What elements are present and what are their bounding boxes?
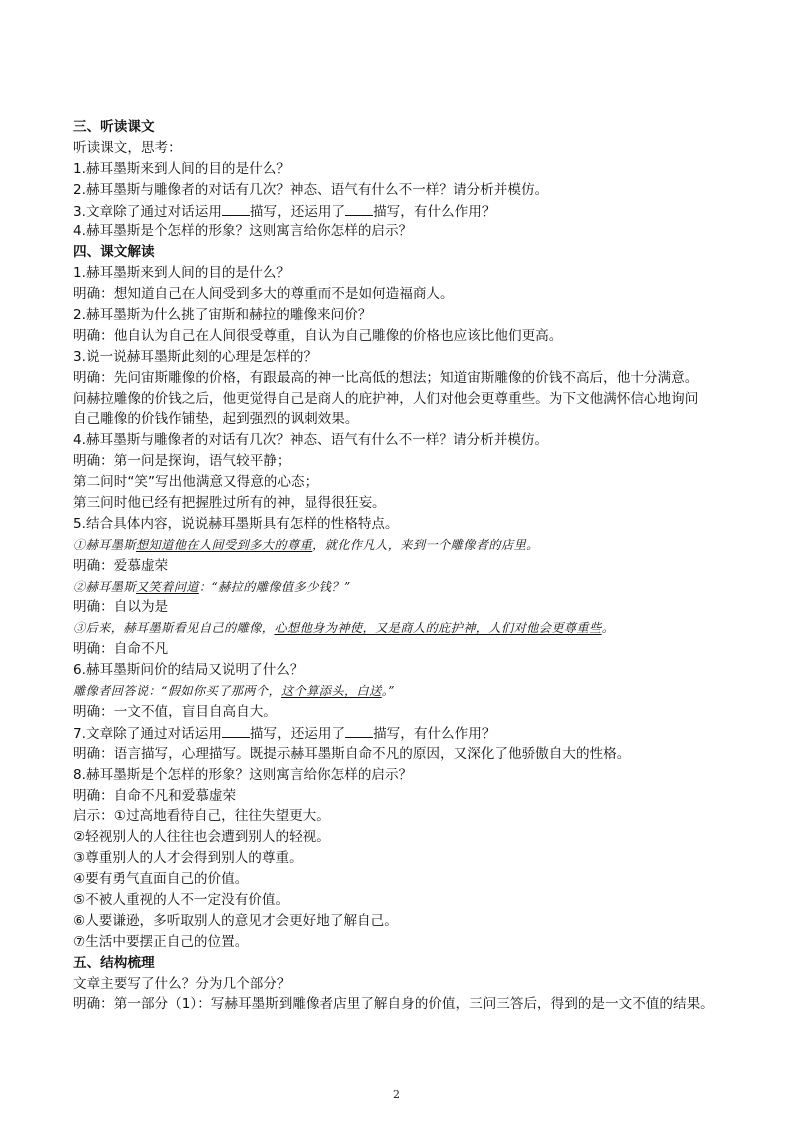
fill-in-blank	[345, 201, 373, 216]
text-segment: 描写，还运用了	[249, 725, 346, 742]
excerpt-text: 。”	[381, 684, 395, 699]
question-with-blanks	[73, 723, 753, 744]
fill-in-blank	[345, 723, 373, 738]
text-line: 4.赫耳墨斯是个怎样的形象？这则寓言给你怎样的启示？	[73, 223, 413, 240]
text-line: 1.赫耳墨斯来到人间的目的是什么？	[73, 265, 290, 282]
quoted-excerpt	[73, 535, 753, 556]
excerpt-text: 。	[601, 621, 615, 636]
section-heading: 三、听读课文	[73, 119, 155, 135]
text-line: ②轻视别人的人往往也会遭到别人的轻视。	[73, 829, 330, 846]
section-heading: 四、课文解读	[73, 244, 155, 261]
text-segment: 描写，还运用了	[249, 203, 346, 220]
excerpt-text: ③后来，赫耳墨斯看见自己的雕像，	[73, 621, 275, 636]
text-segment: 描写，有什么作用？	[373, 725, 496, 742]
text-line: 5.结合具体内容，说说赫耳墨斯具有怎样的性格特点。	[73, 515, 399, 532]
fill-in-blank	[222, 723, 250, 738]
text-line: ④要有勇气直面自己的价值。	[73, 871, 249, 888]
fill-in-blank	[222, 201, 250, 216]
excerpt-text: ①赫耳墨斯	[73, 537, 136, 552]
section-heading: 五、结构梳理	[73, 954, 155, 971]
text-line: 听读课文，思考：	[73, 139, 182, 156]
document-body	[73, 117, 753, 1015]
underlined-phrase: 又笑着问道	[135, 579, 199, 594]
text-line: 文章主要写了什么？分为几个部分？	[73, 975, 291, 992]
text-line: 2.赫耳墨斯为什么挑了宙斯和赫拉的雕像来问价？	[73, 307, 372, 324]
text-line: 启示：①过高地看待自己，往往失望更大。	[73, 808, 330, 825]
quoted-excerpt	[73, 681, 753, 702]
text-line: 明确：一文不值，盲目自高自大。	[73, 703, 277, 720]
excerpt-text: 雕像者回答说：“假如你买了那两个，	[73, 684, 282, 699]
text-line: 明确：他自认为自己在人间很受尊重，自认为自己雕像的价格也应该比他们更高。	[73, 327, 563, 344]
page-number: 2	[393, 1088, 400, 1101]
text-line: 明确：语言描写，心理描写。既提示赫耳墨斯自命不凡的原因，又深化了他骄傲自大的性格。	[73, 745, 631, 762]
question-with-blanks	[73, 201, 753, 222]
text-line: 2.赫耳墨斯与雕像者的对话有几次？神态、语气有什么不一样？请分析并模仿。	[73, 181, 549, 198]
text-segment: 7.文章除了通过对话运用	[73, 725, 222, 742]
text-line: 第三问时他已经有把握胜过所有的神，显得很狂妄。	[73, 495, 386, 512]
text-segment: 描写，有什么作用？	[373, 203, 496, 220]
text-line: 明确：想知道自己在人间受到多大的尊重而不是如何造福商人。	[73, 286, 454, 303]
text-segment: 3.文章除了通过对话运用	[73, 203, 222, 220]
text-line: 明确：自以为是	[73, 599, 169, 616]
text-line: ⑦生活中要摆正自己的位置。	[73, 933, 249, 950]
text-line: ⑥人要谦逊，多听取别人的意见才会更好地了解自己。	[73, 912, 398, 929]
underlined-phrase: 心想他身为神使，又是商人的庇护神，人们对他会更尊重些	[274, 621, 602, 636]
text-line: ③尊重别人的人才会得到别人的尊重。	[73, 850, 303, 867]
excerpt-text: ：“赫拉的雕像值多少钱？”	[198, 579, 351, 594]
text-line: ⑤不被人重视的人不一定没有价值。	[73, 891, 290, 908]
excerpt-text: ②赫耳墨斯	[73, 579, 136, 594]
text-line: 明确：自命不凡和爱慕虚荣	[73, 787, 237, 804]
quoted-excerpt	[73, 577, 753, 598]
excerpt-text: ，就化作凡人，来到一个雕像者的店里。	[312, 537, 539, 552]
text-line: 3.说一说赫耳墨斯此刻的心理是怎样的？	[73, 348, 318, 365]
underlined-phrase: 这个算添头，白送	[281, 684, 382, 699]
text-line: 明确：第一部分（1）：写赫耳墨斯到雕像者店里了解自身的价值，三问三答后，得到的是一文不值的结果。	[73, 996, 714, 1013]
text-line: 问赫拉雕像的价钱之后，他更觉得自己是商人的庇护神，人们对他会更尊重些。为下文他满怀信心地询问	[73, 390, 699, 407]
text-line: 4.赫耳墨斯与雕像者的对话有几次？神态、语气有什么不一样？请分析并模仿。	[73, 432, 549, 449]
text-line: 明确：先问宙斯雕像的价格，有跟最高的神一比高低的想法；知道宙斯雕像的价钱不高后，他十分满意。	[73, 369, 699, 386]
text-line: 明确：自命不凡	[73, 641, 169, 658]
quoted-excerpt	[73, 618, 753, 639]
text-line: 第二问时“笑”写出他满意又得意的心态；	[73, 474, 319, 491]
underlined-phrase: 想知道他在人间受到多大的尊重	[135, 537, 313, 552]
text-line: 自己雕像的价钱作铺垫，起到强烈的讽刺效果。	[73, 411, 359, 428]
text-line: 6.赫耳墨斯问价的结局又说明了什么？	[73, 662, 304, 679]
text-line: 明确：爱慕虚荣	[73, 557, 169, 574]
text-line: 明确：第一问是探询，语气较平静；	[73, 453, 291, 470]
text-line: 1.赫耳墨斯来到人间的目的是什么？	[73, 160, 290, 177]
text-line: 8.赫耳墨斯是个怎样的形象？这则寓言给你怎样的启示？	[73, 766, 413, 783]
